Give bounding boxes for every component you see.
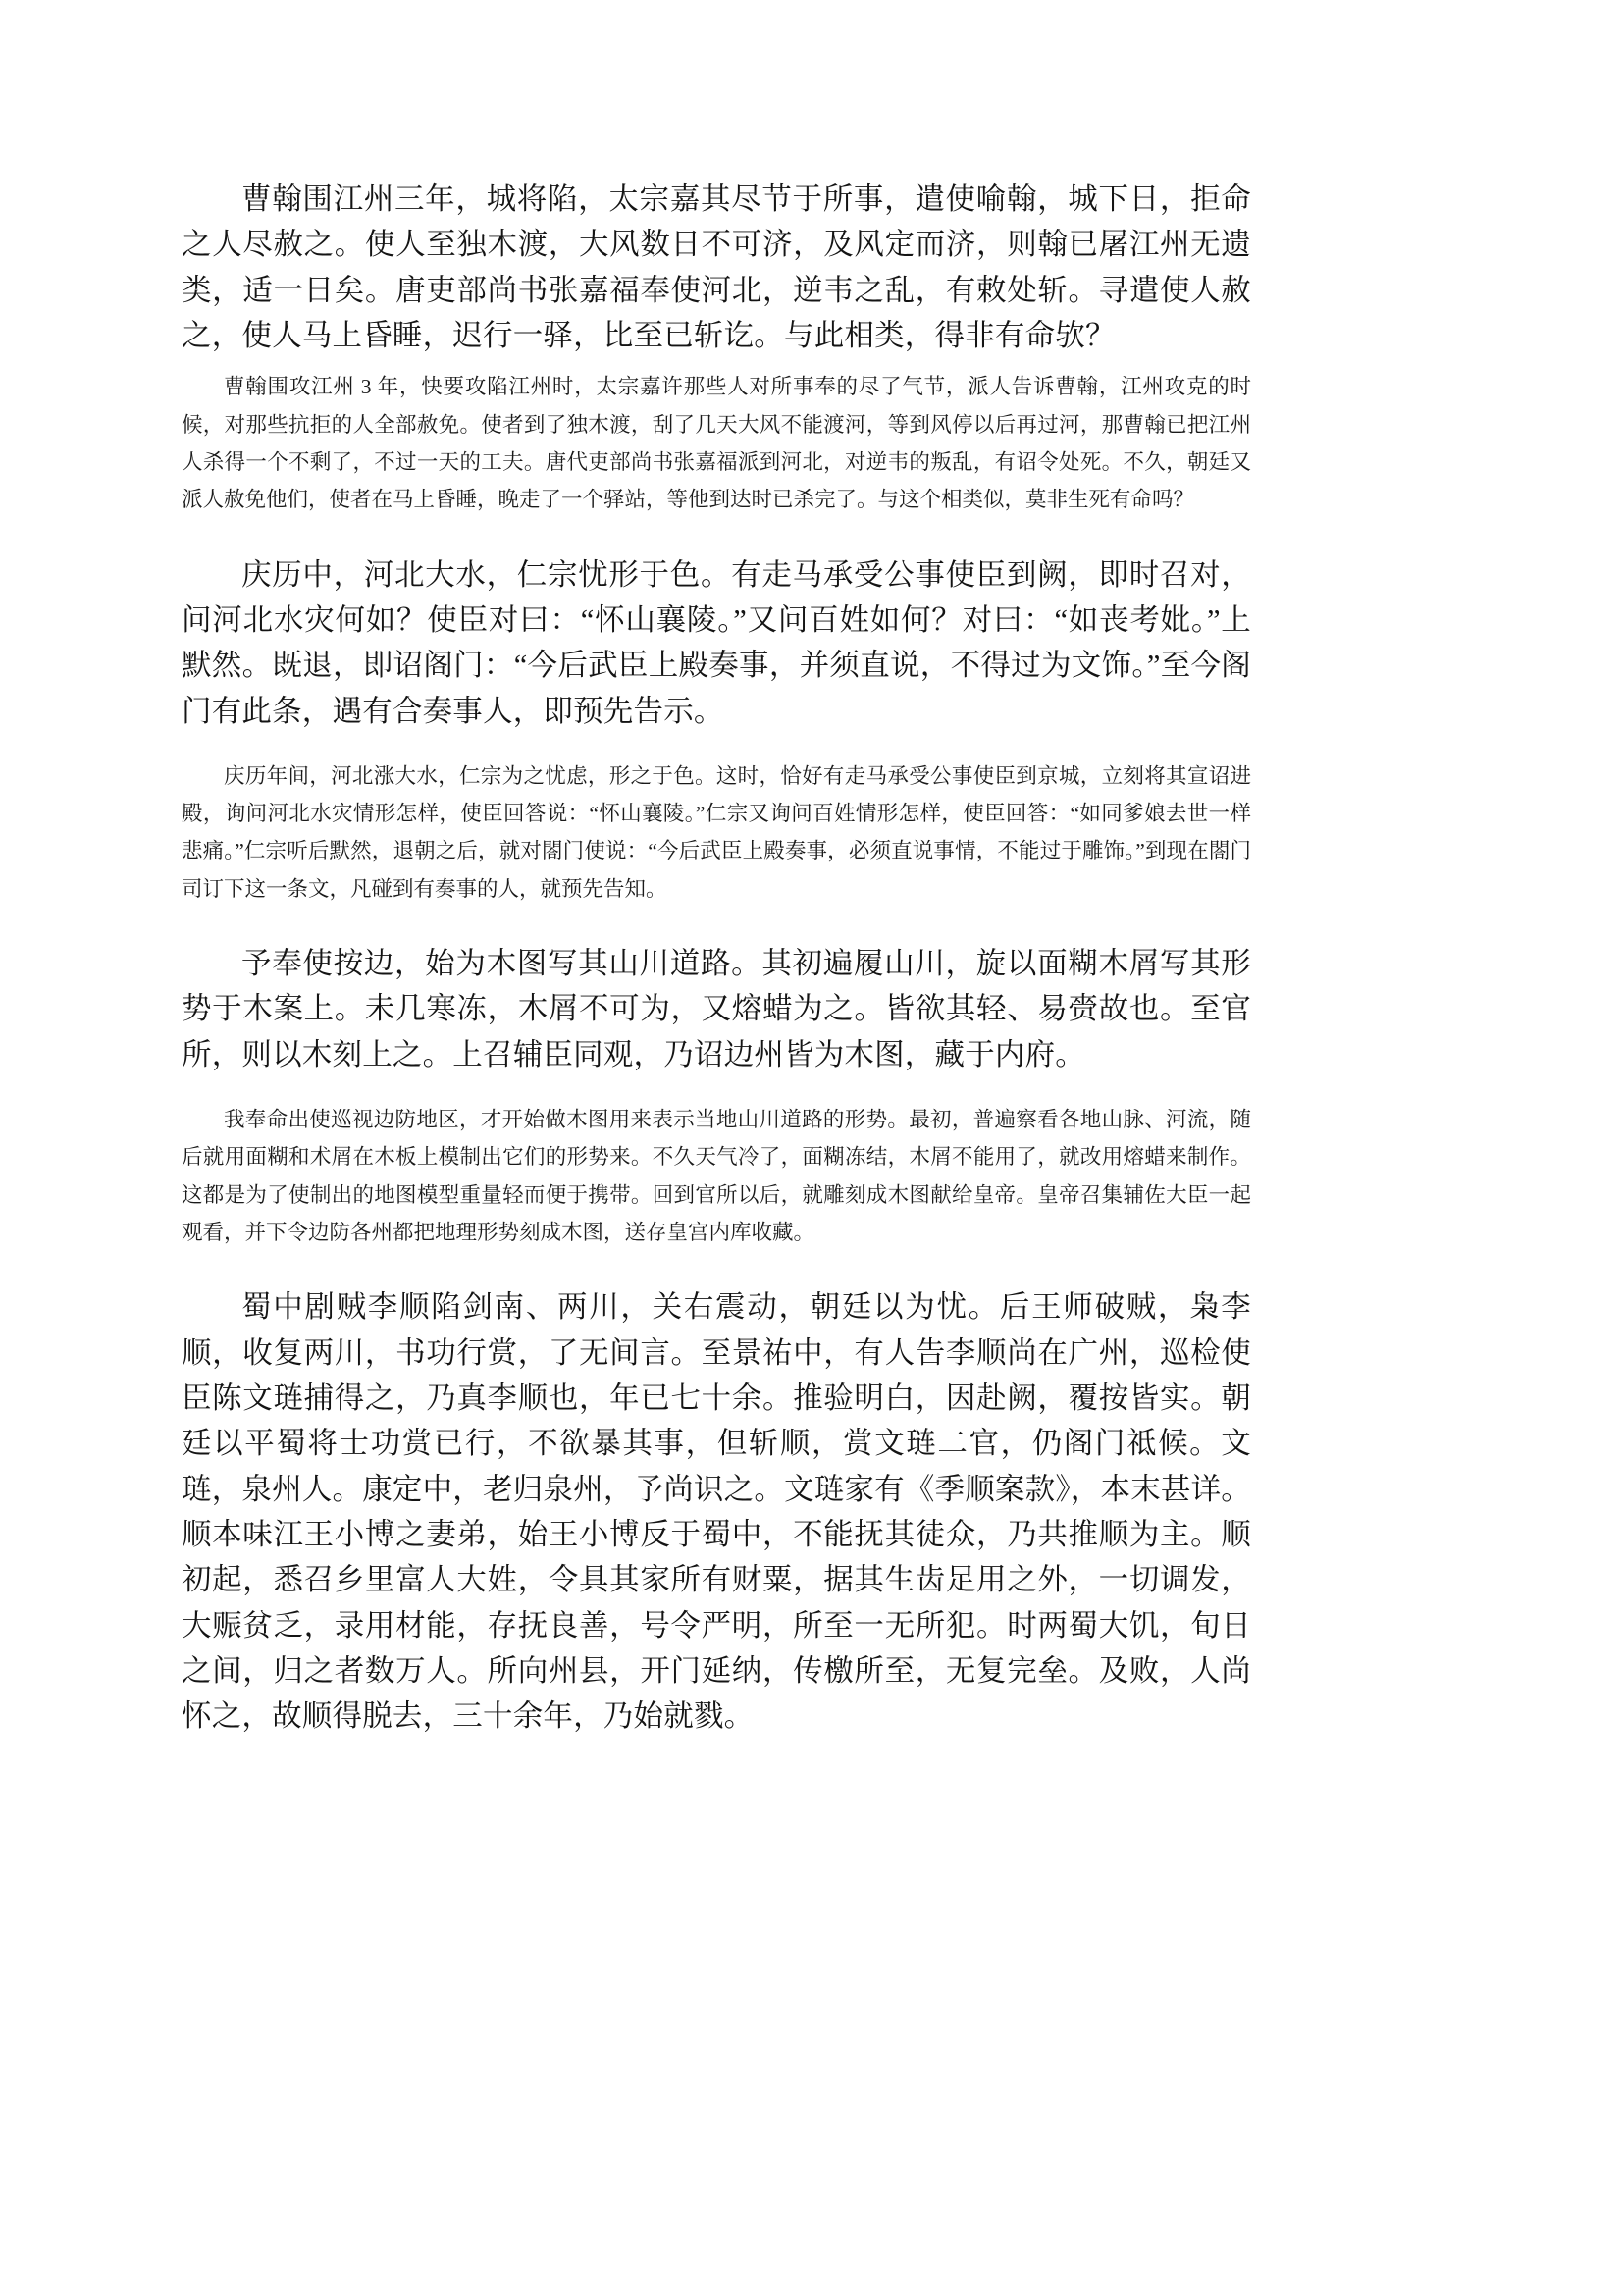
modern-paragraph: 曹翰围攻江州 3 年，快要攻陷江州时，太宗嘉许那些人对所事奉的尽了气节，派人告诉曹翰，江州攻克的时候，对那些抗拒的人全部赦免。使者到了独木渡，刮了几天大风不能渡河，等到风停以后再过河，那曹翰已把江州人杀得一个不剩了，不过一天的工夫。唐代吏部尚书张嘉福派到河北，对逆韦的叛乱，有诏令处死。不久，朝廷又派人赦免他们，使者在马上昏睡，晚走了一个驿站，等他到达时已杀完了。与这个相类似，莫非生死有命吗？	[182, 375, 1251, 512]
classical-paragraph: 予奉使按边，始为木图写其山川道路。其初遍履山川，旋以面糊木屑写其形势于木案上。未几寒冻，木屑不可为，又熔蜡为之。皆欲其轻、易赍故也。至官所，则以木刻上之。上召辅臣同观，乃诏边州皆为木图，藏于内府。	[182, 947, 1251, 1071]
classical-paragraph: 曹翰围江州三年，城将陷，太宗嘉其尽节于所事，遣使喻翰，城下日，拒命之人尽赦之。使人至独木渡，大风数日不可济，及风定而济，则翰已屠江州无遗类，适一日矣。唐吏部尚书张嘉福奉使河北，逆韦之乱，有敕处斩。寻遣使人赦之，使人马上昏睡，迟行一驿，比至已斩讫。与此相类，得非有命欤？	[182, 182, 1251, 353]
text-block	[182, 1284, 1251, 1740]
modern-paragraph: 庆历年间，河北涨大水，仁宗为之忧虑，形之于色。这时，恰好有走马承受公事使臣到京城，立刻将其宣诏进殿，询问河北水灾情形怎样，使臣回答说：“怀山襄陵。”仁宗又询问百姓情形怎样，使臣回答：“如同爹娘去世一样悲痛。”仁宗听后默然，退朝之后，就对閤门使说：“今后武臣上殿奏事，必须直说事情，不能过于雕饰。”到现在閤门司订下这一条文，凡碰到有奏事的人，就预先告知。	[182, 763, 1251, 901]
text-block	[182, 177, 1251, 519]
text-block	[182, 941, 1251, 1251]
paragraph-spacer	[182, 738, 1251, 748]
document-content	[182, 177, 1251, 1740]
paragraph-spacer	[182, 1081, 1251, 1091]
classical-paragraph: 蜀中剧贼李顺陷剑南、两川，关右震动，朝廷以为忧。后王师破贼，枭李顺，收复两川，书功行赏，了无间言。至景祐中，有人告李顺尚在广州，巡检使臣陈文琏捕得之，乃真李顺也，年已七十余。推验明白，因赴阙，覆按皆实。朝廷以平蜀将士功赏已行，不欲暴其事，但斩顺，赏文琏二官，仍阁门祗候。文琏，泉州人。康定中，老归泉州，予尚识之。文琏家有《季顺案款》，本末甚详。顺本味江王小博之妻弟，始王小博反于蜀中，不能抚其徒众，乃共推顺为主。顺初起，悉召乡里富人大姓，令具其家所有财粟，据其生齿足用之外，一切调发，大赈贫乏，录用材能，存抚良善，号令严明，所至一无所犯。时两蜀大饥，旬日之间，归之者数万人。所向州县，开门延纳，传檄所至，无复完垒。及败，人尚怀之，故顺得脱去，三十余年，乃始就戮。	[182, 1290, 1251, 1734]
modern-paragraph: 我奉命出使巡视边防地区，才开始做木图用来表示当地山川道路的形势。最初，普遍察看各地山脉、河流，随后就用面糊和术屑在木板上模制出它们的形势来。不久天气冷了，面糊冻结，木屑不能用了，就改用熔蜡来制作。这都是为了使制出的地图模型重量轻而便于携带。回到官所以后，就雕刻成木图献给皇帝。皇帝召集辅佐大臣一起观看，并下令边防各州都把地理形势刻成木图，送存皇宫内库收藏。	[182, 1108, 1251, 1244]
text-block	[182, 552, 1251, 909]
classical-paragraph: 庆历中，河北大水，仁宗忧形于色。有走马承受公事使臣到阙，即时召对，问河北水灾何如？使臣对曰：“怀山襄陵。”又问百姓如何？对曰：“如丧考妣。”上默然。既退，即诏阁门：“今后武臣上殿奏事，并须直说，不得过为文饰。”至今阁门有此条，遇有合奏事人，即预先告示。	[182, 557, 1251, 728]
